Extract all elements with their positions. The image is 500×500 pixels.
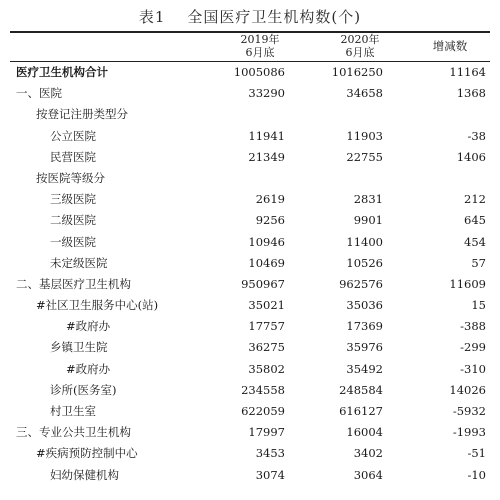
value-2019: 2619 — [255, 192, 285, 207]
header-2019-year: 2019年 — [240, 33, 280, 46]
table-row — [10, 104, 490, 125]
table-number: 表1 — [138, 8, 166, 26]
value-2019: 21349 — [248, 149, 285, 164]
value-2019: 10946 — [248, 234, 285, 249]
row-label: 二、基层医疗卫生机构 — [16, 276, 131, 291]
header-2019 — [220, 33, 300, 59]
row-label: 妇幼保健机构 — [50, 467, 119, 482]
value-2019: 950967 — [241, 276, 285, 291]
row-label: 三级医院 — [50, 192, 96, 207]
table-row — [10, 210, 490, 231]
header-2019-period: 6月底 — [245, 46, 275, 59]
value-change: -388 — [460, 319, 486, 334]
value-2020: 1016250 — [331, 65, 383, 79]
value-change: 11609 — [449, 276, 486, 291]
value-change: 14026 — [449, 382, 486, 397]
value-2020: 35036 — [346, 298, 383, 313]
value-2019: 35021 — [248, 298, 285, 313]
table-row — [10, 83, 490, 104]
row-label: 一、医院 — [16, 86, 62, 101]
value-2020: 3402 — [353, 446, 383, 461]
header-change: 增减数 — [432, 39, 468, 53]
row-label: 乡镇卫生院 — [50, 340, 108, 355]
row-label: 公立医院 — [50, 128, 96, 143]
table-row — [10, 232, 490, 253]
value-2019: 36275 — [248, 340, 285, 355]
value-2019: 9256 — [255, 213, 285, 228]
value-change: -1993 — [452, 425, 486, 440]
row-label: 诊所(医务室) — [50, 382, 117, 397]
row-label: 村卫生室 — [50, 404, 96, 418]
value-2019: 10469 — [248, 255, 285, 270]
table-row — [10, 253, 490, 274]
table-row — [10, 380, 490, 401]
value-2020: 248584 — [339, 382, 383, 397]
value-change: -38 — [467, 128, 486, 143]
table-row — [10, 359, 490, 380]
value-2020: 17369 — [346, 319, 383, 334]
table-row — [10, 274, 490, 295]
value-change: -310 — [460, 361, 486, 376]
value-2020: 35976 — [346, 340, 383, 355]
value-2020: 962576 — [339, 276, 383, 291]
header-2020-period: 6月底 — [345, 46, 375, 59]
value-2020: 11400 — [346, 234, 383, 249]
value-change: 57 — [471, 255, 486, 270]
row-label: 按医院等级分 — [36, 170, 105, 185]
row-label: 二级医院 — [50, 213, 96, 228]
value-2020: 2831 — [353, 192, 383, 207]
row-label: #社区卫生服务中心(站) — [36, 298, 159, 313]
table-row — [10, 465, 490, 486]
value-2019: 3453 — [255, 446, 285, 461]
table-row — [10, 126, 490, 147]
value-2020: 10526 — [346, 255, 383, 270]
table-row — [10, 62, 490, 83]
table-row — [10, 147, 490, 168]
table-row — [10, 316, 490, 337]
row-label: 一级医院 — [50, 234, 96, 249]
row-label: 未定级医院 — [50, 255, 108, 270]
value-2020: 11903 — [346, 128, 383, 143]
value-2020: 22755 — [346, 149, 383, 164]
table-title-text: 全国医疗卫生机构数(个) — [187, 8, 362, 26]
value-2020: 35492 — [346, 361, 383, 376]
table-row — [10, 189, 490, 210]
value-change: 1406 — [456, 149, 486, 164]
value-2019: 234558 — [241, 382, 285, 397]
value-2020: 3064 — [353, 467, 383, 482]
row-label: 三、专业公共卫生机构 — [16, 425, 131, 440]
value-change: 11164 — [449, 65, 486, 79]
value-change: -299 — [460, 340, 486, 355]
value-change: 1368 — [456, 86, 486, 101]
header-2020 — [320, 33, 400, 59]
table-row — [10, 443, 490, 464]
value-2019: 622059 — [241, 404, 285, 418]
value-change: -10 — [467, 467, 486, 482]
table-body — [10, 62, 490, 486]
row-label: #疾病预防控制中心 — [36, 446, 138, 461]
value-change: -51 — [467, 446, 486, 461]
value-2019: 17757 — [248, 319, 285, 334]
row-label: 医疗卫生机构合计 — [16, 65, 108, 79]
value-2019: 3074 — [255, 467, 285, 482]
value-change: 212 — [464, 192, 486, 207]
value-change: -5932 — [452, 404, 486, 418]
value-2020: 616127 — [339, 404, 383, 418]
table-row — [10, 401, 490, 422]
row-label: #政府办 — [66, 319, 111, 334]
row-label: 民营医院 — [50, 149, 96, 164]
table-row — [10, 168, 490, 189]
value-2019: 33290 — [248, 86, 285, 101]
value-2019: 11941 — [248, 128, 285, 143]
value-2019: 17997 — [248, 425, 285, 440]
value-2020: 9901 — [353, 213, 383, 228]
table-row — [10, 422, 490, 443]
header-2020-year: 2020年 — [340, 33, 380, 46]
value-change: 15 — [471, 298, 486, 313]
value-2020: 16004 — [346, 425, 383, 440]
row-label: 按登记注册类型分 — [36, 107, 128, 122]
row-label: #政府办 — [66, 361, 111, 376]
value-change: 645 — [464, 213, 486, 228]
table-row — [10, 337, 490, 358]
value-2019: 1005086 — [233, 65, 285, 79]
table-title — [0, 6, 500, 27]
value-2020: 34658 — [346, 86, 383, 101]
table-row — [10, 295, 490, 316]
value-change: 454 — [464, 234, 486, 249]
value-2019: 35802 — [248, 361, 285, 376]
